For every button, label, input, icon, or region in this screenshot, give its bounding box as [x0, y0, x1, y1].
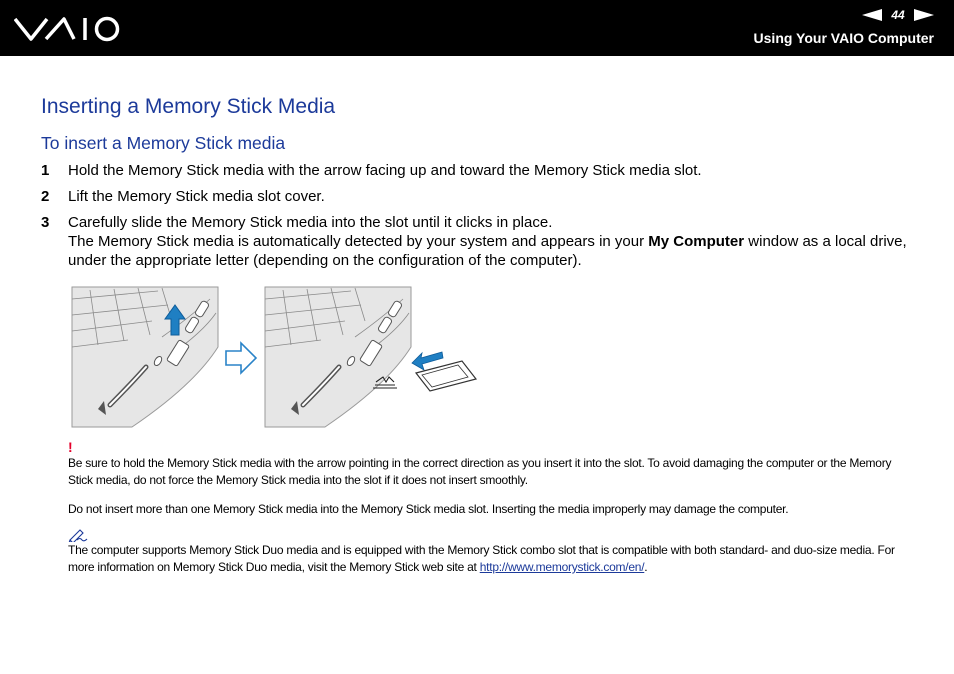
- page-number: 44: [891, 8, 905, 22]
- step-number: 1: [41, 162, 50, 179]
- laptop-slot-cover-lifted-image: [72, 287, 218, 427]
- steps-list: [41, 161, 921, 277]
- step-detail: The Memory Stick media is automatically detected by your system and appears in your My Computer window as a local drive, under the appropriate letter (depending on the configuration of the computer).: [68, 233, 907, 269]
- memo-pencil-icon: [68, 528, 88, 542]
- vaio-logo: [14, 15, 120, 43]
- page-header: [0, 0, 954, 56]
- previous-page-arrow-icon[interactable]: [862, 9, 882, 21]
- procedure-title: To insert a Memory Stick media: [41, 133, 286, 153]
- memo-text: The computer supports Memory Stick Duo media and is equipped with the Memory Stick combo slot that is compatible with both standard- and duo-size media. For more information on Memory Stick Duo media, visit the Memory Stick web site at http://www.memorystick.com/en/.: [68, 543, 895, 574]
- step-number: 2: [41, 188, 50, 205]
- step-3: [41, 213, 921, 270]
- step-text: Carefully slide the Memory Stick media into the slot until it clicks in place.: [68, 214, 553, 231]
- section-title: Using Your VAIO Computer: [753, 30, 934, 46]
- next-page-arrow-icon[interactable]: [914, 9, 934, 21]
- warning-text-2: Do not insert more than one Memory Stick media into the Memory Stick media slot. Inserting the media improperly may damage the computer.: [68, 502, 789, 516]
- memorystick-website-link[interactable]: http://www.memorystick.com/en/: [479, 560, 645, 574]
- page-title: Inserting a Memory Stick Media: [41, 95, 336, 118]
- step-number: 3: [41, 214, 50, 231]
- next-step-arrow-icon: [226, 343, 256, 373]
- laptop-insert-memory-stick-image: [265, 287, 411, 427]
- my-computer-label: My Computer: [648, 233, 745, 250]
- step-1: [41, 161, 921, 180]
- page-navigation: [862, 6, 934, 24]
- step-text: Hold the Memory Stick media with the arrow facing up and toward the Memory Stick media slot.: [68, 162, 702, 179]
- memory-stick-insertion-illustration: [70, 285, 480, 430]
- warning-text-1: Be sure to hold the Memory Stick media with the arrow pointing in the correct direction as you insert it into the slot. To avoid damaging the computer or the Memory Stick media, do not force the Memory Stick media into the slot if it does not insert smoothly.: [68, 456, 892, 487]
- notes-section: [68, 440, 914, 576]
- memory-stick-media-image: [416, 361, 476, 391]
- step-text: Lift the Memory Stick media slot cover.: [68, 188, 325, 205]
- warning-icon: !: [68, 439, 73, 455]
- step-2: [41, 187, 921, 206]
